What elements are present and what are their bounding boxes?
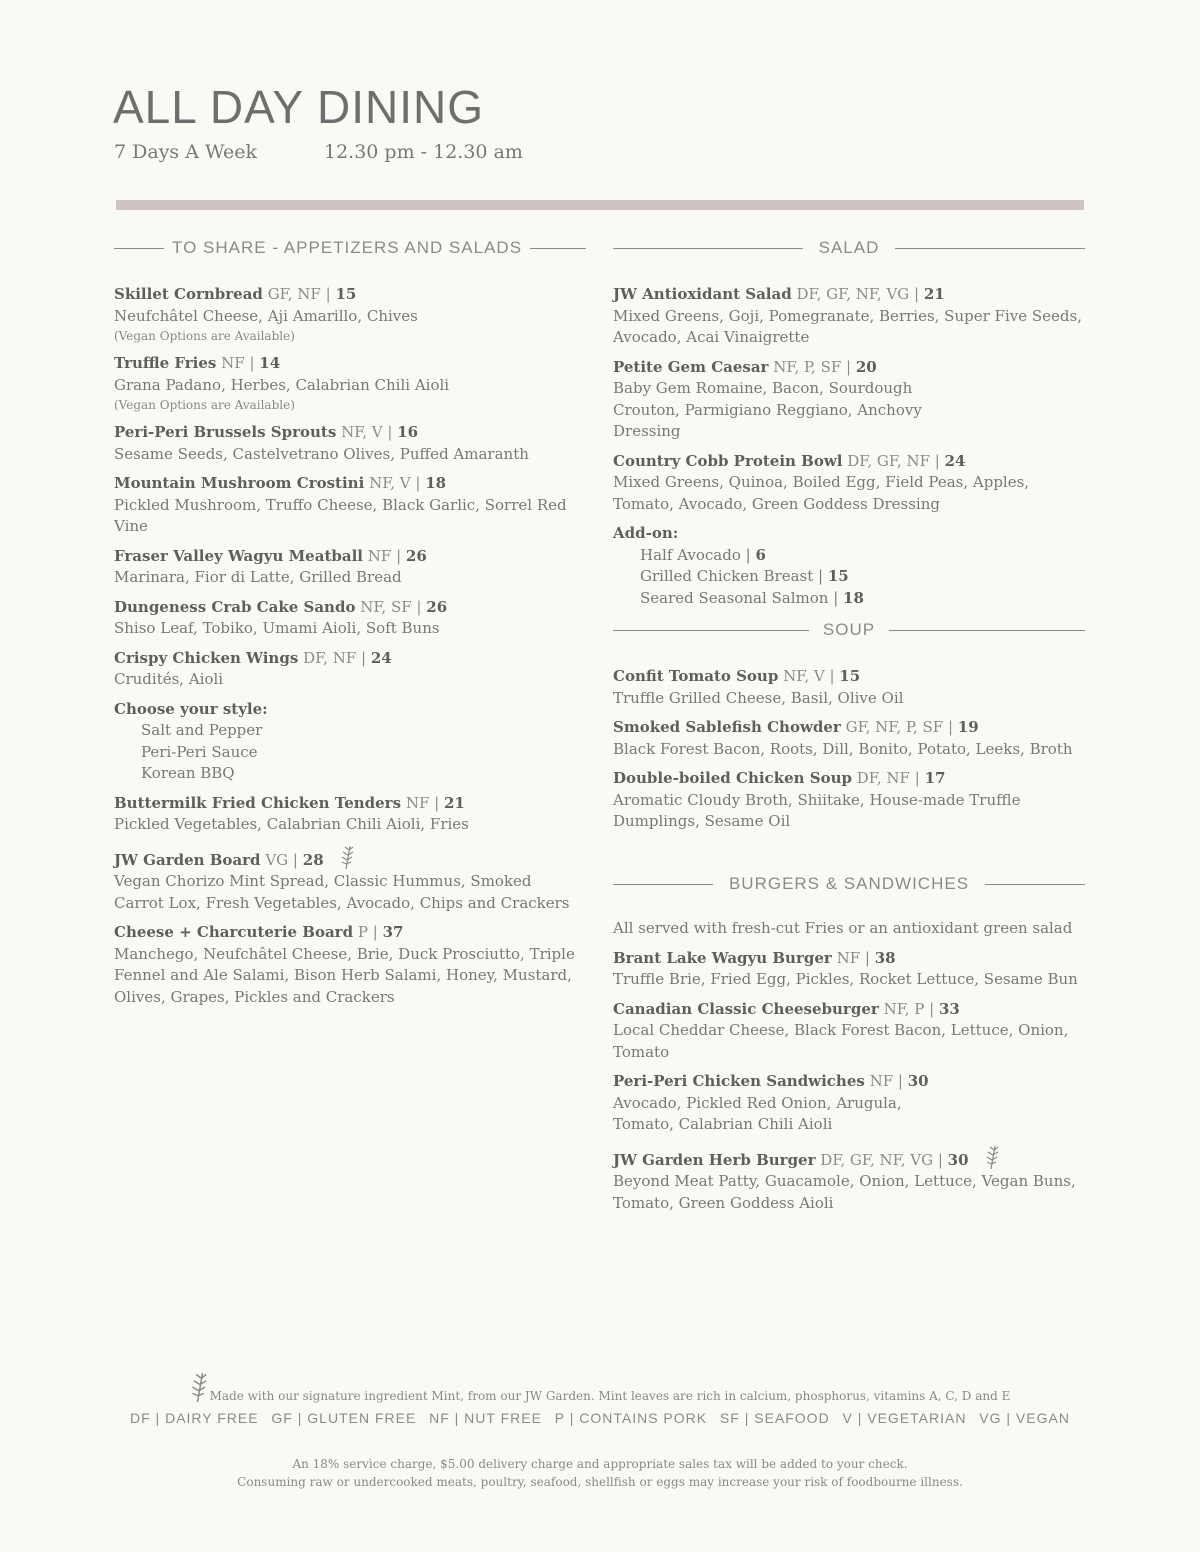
item-price: 26 [426,597,448,616]
item-title [613,1071,1085,1093]
item-title [114,793,586,815]
section-heading-soup [613,618,1085,642]
item-description: Manchego, Neufchâtel Cheese, Brie, Duck Prosciutto, Triple Fennel and Ale Salami, Bison Herb Salami, Honey, Mustard, Olives, Grapes, Pickles and Crackers [114,944,575,1006]
addon-label: Add-on: [613,524,679,542]
item-title [613,999,1085,1021]
item-description: Beyond Meat Patty, Guacamole, Onion, Lettuce, Vegan Buns, Tomato, Green Goddess Aioli [613,1172,1076,1212]
mint-footnote [0,1370,1200,1404]
item-tags: GF, NF, P, SF | [845,718,954,736]
heading-rule [613,248,803,249]
item-title [613,523,1085,545]
item-tags: NF, V | [783,667,835,685]
heading-rule [985,884,1085,885]
item-description: Neufchâtel Cheese, Aji Amarillo, Chives [114,306,418,325]
item-price: 24 [944,451,966,470]
item-name: Cheese + Charcuterie Board [114,923,354,941]
item-name: Canadian Classic Cheeseburger [613,999,879,1018]
item-title [114,844,586,872]
item-title [114,353,586,375]
item-description: Avocado, Pickled Red Onion, Arugula, Tomato, Calabrian Chili Aioli [613,1093,902,1133]
soup-section [613,618,1085,841]
menu-item-chicken-soup [613,768,1085,833]
item-price: 33 [939,999,960,1018]
item-description: Shiso Leaf, Tobiko, Umami Aioli, Soft Buns [114,619,440,637]
item-tags: VG | [265,850,298,869]
legend-item: DF | DAIRY FREE [130,1410,259,1426]
menu-item-garden-herb-burger [613,1144,1085,1215]
item-tags: DF, NF | [303,648,367,667]
item-description: Pickled Vegetables, Calabrian Chili Aioli, Fries [114,815,469,833]
addon-item [613,566,1085,588]
salad-add-ons [613,523,1085,609]
item-description: Mixed Greens, Goji, Pomegranate, Berries, Super Five Seeds, Avocado, Acai Vinaigrette [613,306,1082,346]
menu-item-brussels-sprouts [114,422,586,465]
item-title [613,768,1085,790]
menu-item-peri-chicken-sandwich [613,1071,1085,1136]
menu-item-cobb-bowl [613,451,1085,516]
item-name: Brant Lake Wagyu Burger [613,948,832,967]
item-price: 14 [259,354,281,372]
item-price: 38 [874,948,896,967]
item-title [114,922,586,944]
item-name: JW Garden Board [114,850,261,869]
menu-item-truffle-fries [114,353,586,414]
item-title [114,422,586,444]
item-price: 15 [839,667,861,685]
service-hours: 12.30 pm - 12.30 am [324,141,523,163]
salad-section [613,236,1085,609]
heading-rule [530,248,586,249]
item-description: Vegan Chorizo Mint Spread, Classic Hummus, Smoked Carrot Lox, Fresh Vegetables, Avocado, Chips and Crackers [114,872,570,912]
addon-name: Half Avocado | [640,545,751,564]
item-tags: P | [357,923,378,941]
menu-item-chicken-tenders [114,793,586,836]
addon-price: 18 [843,588,864,607]
heading-rule [114,248,164,249]
legend-item: NF | NUT FREE [429,1410,542,1426]
item-price: 18 [425,474,447,492]
item-tags: NF | [367,546,402,565]
item-tags: NF, SF | [360,597,422,616]
item-title [114,284,586,306]
legend-item: V | VEGETARIAN [842,1410,967,1426]
salad-items [613,284,1085,609]
style-option: Peri-Peri Sauce [141,742,258,761]
item-tags: NF | [836,948,870,967]
legend-item: P | CONTAINS PORK [554,1410,708,1426]
item-name: Dungeness Crab Cake Sando [114,597,356,616]
item-description: Black Forest Bacon, Roots, Dill, Bonito, Potato, Leeks, Broth [613,739,1073,758]
item-title [114,597,586,619]
item-price: 30 [947,1150,969,1169]
item-name: Double-boiled Chicken Soup [613,769,852,787]
item-description: Local Cheddar Cheese, Black Forest Bacon, Lettuce, Onion, Tomato [613,1021,1069,1061]
heading-rule [889,630,1085,631]
service-days: 7 Days A Week [114,141,257,163]
item-tags: NF | [221,354,255,372]
item-description: Sesame Seeds, Castelvetrano Olives, Puffed Amaranth [114,444,529,463]
item-tags: DF, GF, NF | [847,451,940,470]
menu-item-mushroom-crostini [114,473,586,538]
item-title [114,546,586,568]
item-description: Grana Padano, Herbes, Calabrian Chili Aioli [114,375,450,394]
item-price: 37 [382,923,404,941]
service-charge-note: An 18% service charge, $5.00 delivery charge and appropriate sales tax will be added to your check. [292,1457,908,1471]
item-name: Petite Gem Caesar [613,357,769,376]
fine-print [0,1455,1200,1491]
item-title [613,666,1085,688]
item-description: Pickled Mushroom, Truffo Cheese, Black Garlic, Sorrel Red Vine [114,495,567,535]
section-heading-salad [613,236,1085,260]
item-description: Truffle Grilled Cheese, Basil, Olive Oil [613,688,904,707]
item-tags: DF, GF, NF, VG | [820,1150,943,1169]
style-option: Salt and Pepper [141,721,263,739]
section-heading-burgers [613,872,1085,896]
item-tags: GF, NF | [267,285,331,303]
section-heading-share [114,236,586,260]
item-name: Skillet Cornbread [114,285,263,303]
page-title: ALL DAY DINING [113,81,485,133]
addon-price: 6 [755,545,766,564]
menu-item-antioxidant-salad [613,284,1085,349]
item-name: Fraser Valley Wagyu Meatball [114,546,363,565]
mint-leaf-icon [985,1144,1001,1170]
menu-item-wagyu-burger [613,948,1085,991]
item-price: 21 [923,285,945,303]
item-note: (Vegan Options are Available) [114,329,295,343]
item-tags: NF | [869,1072,903,1090]
share-column [114,236,586,1016]
item-title [613,1144,1085,1172]
item-name: Buttermilk Fried Chicken Tenders [114,793,402,812]
menu-item-skillet-cornbread [114,284,586,345]
item-tags: NF, V | [369,474,421,492]
item-name: Smoked Sablefish Chowder [613,718,841,736]
wings-style-options [114,699,586,785]
item-price: 17 [924,769,946,787]
style-option: Korean BBQ [141,764,235,782]
menu-item-chicken-wings [114,648,586,691]
menu-item-garden-board [114,844,586,915]
share-items [114,284,586,1008]
item-title [613,948,1085,970]
item-name: JW Antioxidant Salad [613,285,792,303]
item-name: Truffle Fries [114,354,217,372]
addon-name: Seared Seasonal Salmon | [640,588,839,607]
burger-intro: All served with fresh-cut Fries or an antioxidant green salad [613,919,1073,937]
heading-rule [613,630,809,631]
item-tags: NF, V | [341,423,393,441]
item-tags: DF, GF, NF, VG | [796,285,920,303]
item-title [114,473,586,495]
item-title [114,699,586,721]
item-price: 19 [957,718,979,736]
right-column [613,236,1085,1212]
item-tags: NF, P | [883,999,935,1018]
item-name: Country Cobb Protein Bowl [613,451,843,470]
section-heading-text: TO SHARE - APPETIZERS AND SALADS [172,238,523,257]
menu-item-crab-cake-sando [114,597,586,640]
menu-item-classic-cheeseburger [613,999,1085,1064]
legend-item: GF | GLUTEN FREE [271,1410,417,1426]
item-tags: NF | [405,793,440,812]
item-price: 20 [855,357,877,376]
item-description: Mixed Greens, Quinoa, Boiled Egg, Field Peas, Apples, Tomato, Avocado, Green Goddess Dressing [613,473,1030,513]
burgers-section [613,872,1085,1222]
dietary-legend [130,1410,1070,1426]
heading-rule [613,884,713,885]
item-price: 16 [397,423,419,441]
mint-leaf-icon [340,844,356,870]
food-safety-warning: Consuming raw or undercooked meats, poultry, seafood, shellfish or eggs may increase your risk of foodbourne illness. [237,1475,963,1489]
item-title [114,648,586,670]
item-price: 21 [443,793,465,812]
legend-item: SF | SEAFOOD [719,1410,830,1426]
item-description: Baby Gem Romaine, Bacon, Sourdough Crouton, Parmigiano Reggiano, Anchovy Dressing [613,379,922,440]
style-label: Choose your style: [114,699,268,718]
item-note: (Vegan Options are Available) [114,398,295,412]
legend-item: VG | VEGAN [979,1410,1070,1426]
addon-item [613,588,1085,610]
item-name: Peri-Peri Brussels Sprouts [114,423,337,441]
menu-item-tomato-soup [613,666,1085,709]
item-title [613,284,1085,306]
item-name: Peri-Peri Chicken Sandwiches [613,1072,865,1090]
item-description: Marinara, Fior di Latte, Grilled Bread [114,568,402,586]
addon-name: Grilled Chicken Breast | [640,567,824,585]
menu-item-sablefish-chowder [613,717,1085,760]
item-price: 28 [302,850,324,869]
item-price: 26 [405,546,427,565]
item-name: Confit Tomato Soup [613,667,779,685]
item-name: Mountain Mushroom Crostini [114,474,365,492]
addon-price: 15 [827,567,849,585]
item-tags: NF, P, SF | [773,357,852,376]
menu-item-cheese-charcuterie [114,922,586,1008]
addon-item [613,545,1085,567]
item-description: Crudités, Aioli [114,670,224,688]
section-heading-text: SOUP [822,620,876,639]
item-name: Crispy Chicken Wings [114,648,299,667]
soup-items [613,666,1085,833]
item-price: 15 [335,285,357,303]
section-heading-text: SALAD [818,238,880,257]
menu-item-gem-caesar [613,357,1085,443]
item-price: 30 [907,1072,929,1090]
item-description: Truffle Brie, Fried Egg, Pickles, Rocket Lettuce, Sesame Bun [613,970,1078,988]
mint-note-text: Made with our signature ingredient Mint, from our JW Garden. Mint leaves are rich in calcium, phosphorus, vitamins A, C, D and E [209,1389,1011,1403]
menu-item-wagyu-meatball [114,546,586,589]
item-title [613,717,1085,739]
section-heading-text: BURGERS & SANDWICHES [728,874,970,893]
item-title [613,357,1085,379]
item-description: Aromatic Cloudy Broth, Shiitake, House-made Truffle Dumplings, Sesame Oil [613,790,1021,830]
mint-leaf-icon [190,1370,210,1404]
header-divider-bar [116,200,1084,210]
item-tags: DF, NF | [856,769,920,787]
item-name: JW Garden Herb Burger [613,1150,816,1169]
item-title [613,451,1085,473]
item-price: 24 [370,648,392,667]
heading-rule [895,248,1085,249]
burger-items [613,918,1085,1214]
